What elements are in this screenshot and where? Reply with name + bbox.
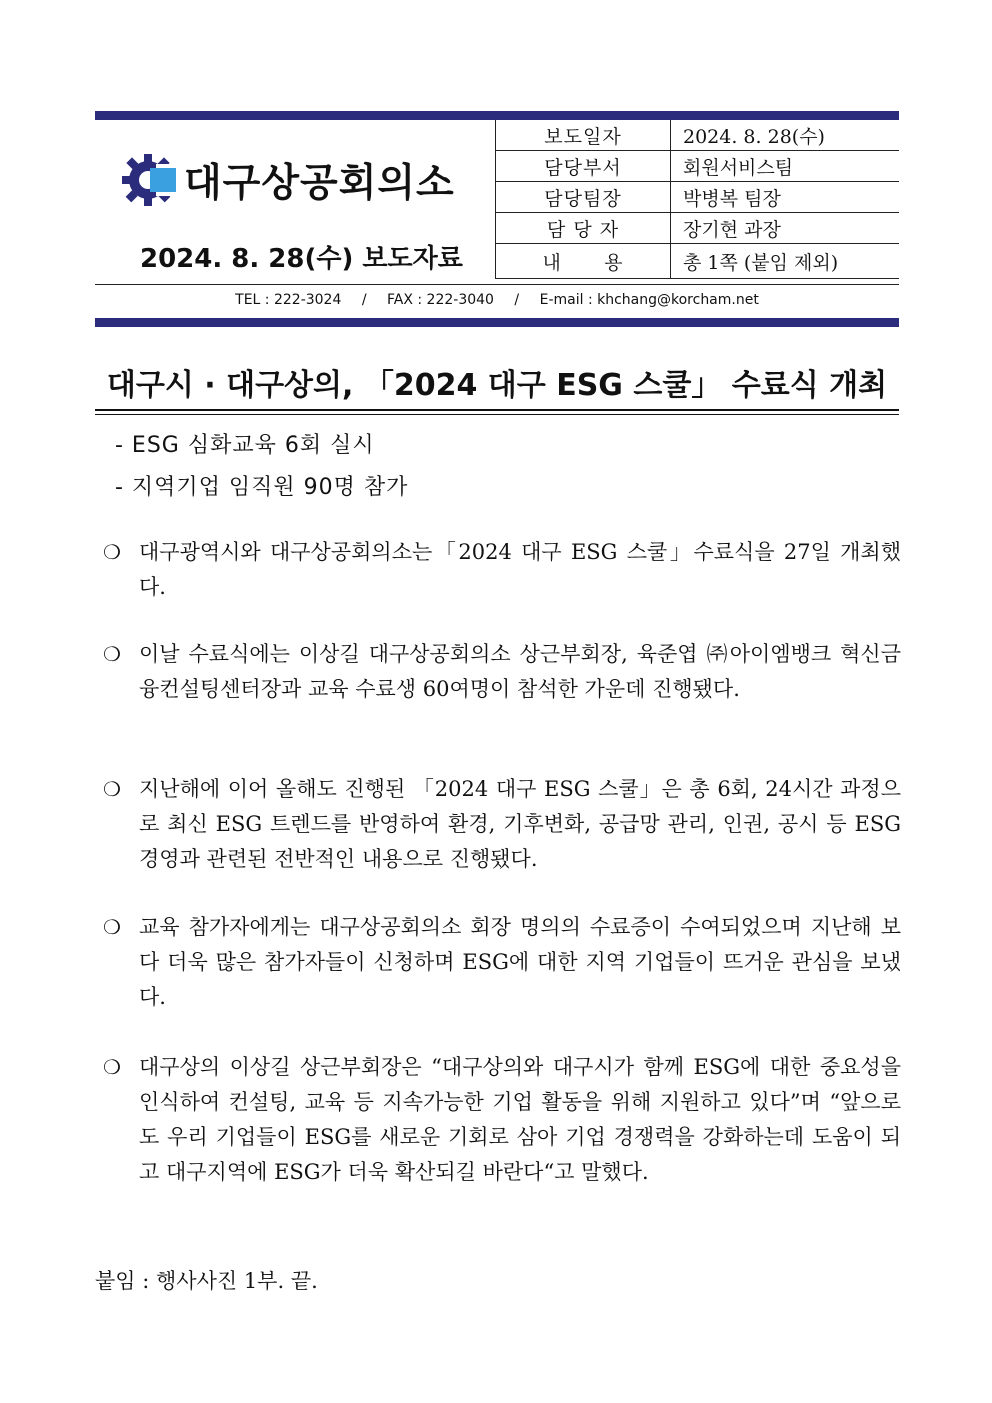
info-row-department [496, 151, 900, 182]
info-row-contact-person [496, 213, 900, 244]
paragraph [103, 772, 901, 877]
contact-email[interactable]: E-mail : khchang@korcham.net [539, 292, 759, 308]
bullet-icon: ❍ [103, 777, 121, 801]
subheadings [115, 428, 408, 512]
contact-line [95, 284, 899, 308]
gear-logo-icon [120, 150, 180, 210]
headline-rule [95, 409, 899, 411]
paragraph-text: 대구광역시와 대구상공회의소는「2024 대구 ESG 스쿨」수료식을 27일 개최했다. [139, 540, 901, 599]
info-value: 회원서비스팀 [671, 151, 900, 182]
paragraph-text: 이날 수료식에는 이상길 대구상공회의소 상근부회장, 육준엽 ㈜아이엠뱅크 혁신금융컨설팅센터장과 교육 수료생 60여명이 참석한 가운데 진행됐다. [139, 642, 901, 701]
header-left-block [95, 120, 495, 284]
paragraph [103, 535, 901, 605]
release-date-title: 2024. 8. 28(수) 보도자료 [140, 244, 463, 274]
header-bottom-bar [95, 318, 899, 327]
info-label: 보도일자 [496, 120, 671, 151]
release-info-table [495, 120, 899, 279]
info-label: 담당팀장 [496, 182, 671, 213]
headline: 대구시 · 대구상의, 「2024 대구 ESG 스쿨」 수료식 개최 [106, 368, 888, 403]
subheading: - ESG 심화교육 6회 실시 [115, 433, 375, 458]
contact-separator: / [361, 292, 367, 308]
bullet-icon: ❍ [103, 642, 121, 666]
info-row-date [496, 120, 900, 151]
info-value: 박병복 팀장 [671, 182, 900, 213]
paragraph-text: 교육 참가자에게는 대구상공회의소 회장 명의의 수료증이 수여되었으며 지난해 보다 더욱 많은 참가자들이 신청하며 ESG에 대한 지역 기업들이 뜨거운 관심을 보냈다. [139, 915, 901, 1009]
info-label: 담당부서 [496, 151, 671, 182]
info-value: 총 1쪽 (붙임 제외) [671, 244, 900, 279]
contact-separator: / [514, 292, 520, 308]
subheading: - 지역기업 임직원 90명 참가 [115, 475, 409, 500]
bullet-icon: ❍ [103, 915, 121, 939]
logo [120, 150, 455, 210]
info-value: 장기현 과장 [671, 213, 900, 244]
bullet-icon: ❍ [103, 1055, 121, 1079]
headline-rule [95, 414, 899, 415]
bullet-icon: ❍ [103, 540, 121, 564]
attachment-note: 붙임 : 행사사진 1부. 끝. [95, 1269, 318, 1293]
paragraph [103, 1050, 901, 1190]
paragraph [103, 910, 901, 1015]
paragraph-text: 대구상의 이상길 상근부회장은 “대구상의와 대구시가 함께 ESG에 대한 중요성을 인식하여 컨설팅, 교육 등 지속가능한 기업 활동을 위해 지원하고 있다”며 “앞으로도 우리 기업들이 ESG를 새로운 기회로 삼아 기업 경쟁력을 강화하는데 도움이 되고 대구지역에 ESG가 더욱 확산되길 바란다“고 말했다. [139, 1055, 901, 1184]
info-label: 담 당 자 [496, 213, 671, 244]
info-value: 2024. 8. 28(수) [671, 120, 900, 151]
logo-text: 대구상공회의소 [184, 161, 455, 206]
contact-fax: FAX : 222-3040 [387, 292, 494, 308]
paragraph [103, 637, 901, 707]
header-top-bar [95, 111, 899, 120]
contact-tel: TEL : 222-3024 [235, 292, 342, 308]
info-row-team-leader [496, 182, 900, 213]
info-row-content [496, 244, 900, 279]
paragraph-text: 지난해에 이어 올해도 진행된 「2024 대구 ESG 스쿨」은 총 6회, 24시간 과정으로 최신 ESG 트렌드를 반영하여 환경, 기후변화, 공급망 관리, 인권, 공시 등 ESG 경영과 관련된 전반적인 내용으로 진행됐다. [139, 777, 901, 871]
info-label: 내 용 [496, 244, 671, 279]
